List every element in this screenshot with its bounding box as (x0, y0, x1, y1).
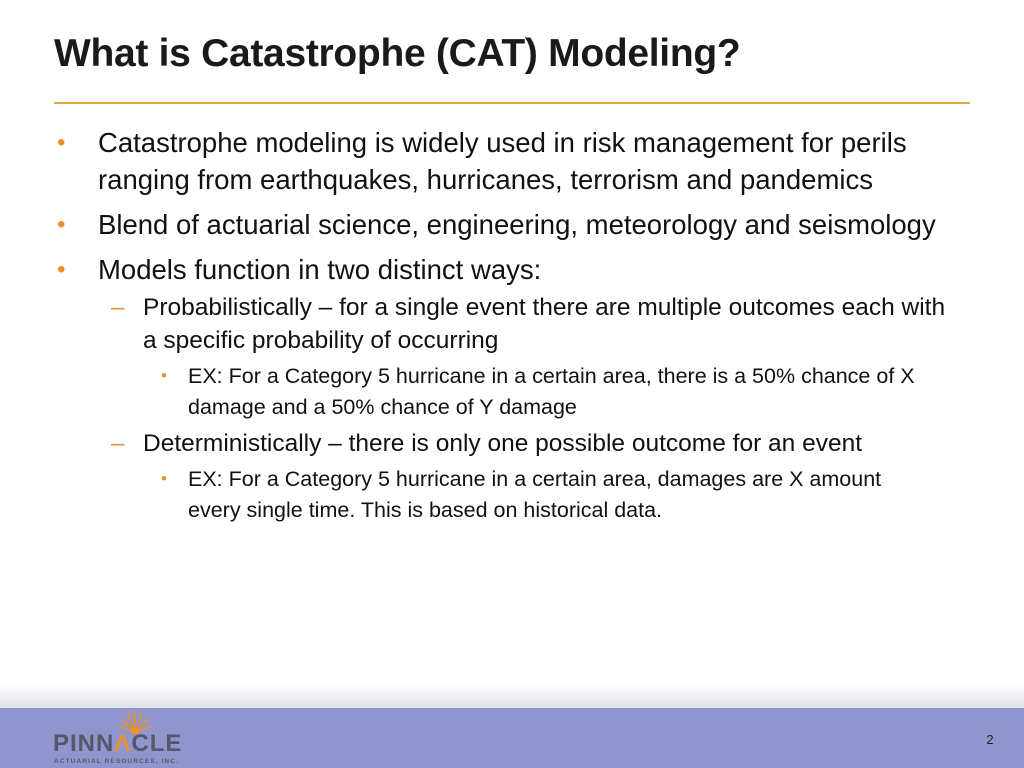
bullet-item (0, 124, 948, 198)
sub-bullet-text: Probabilistically – for a single event there are multiple outcomes each with a specific probability of occurring (143, 294, 946, 354)
bullet-marker: • (161, 366, 167, 385)
logo-subtitle: ACTUARIAL RESOURCES, INC. (54, 758, 179, 765)
example-item (0, 361, 928, 423)
bullet-list (0, 124, 1024, 530)
dash-marker: – (111, 294, 125, 321)
bullet-item (0, 251, 948, 288)
title-divider (54, 102, 970, 104)
sub-bullet-text: Deterministically – there is only one possible outcome for an event (143, 430, 863, 457)
bullet-marker: • (57, 256, 66, 283)
company-logo (53, 708, 193, 768)
dash-marker: – (111, 430, 125, 457)
bullet-text: Blend of actuarial science, engineering, meteorology and seismology (98, 209, 936, 240)
bullet-text: Catastrophe modeling is widely used in risk management for perils ranging from earthquakes, hurricanes, terrorism and pandemics (98, 127, 907, 195)
bullet-marker: • (57, 211, 66, 238)
logo-wordmark: PINNΛCLE (53, 730, 183, 757)
bullet-marker: • (57, 129, 66, 156)
slide-title: What is Catastrophe (CAT) Modeling? (54, 32, 741, 75)
footer-shadow (0, 684, 1024, 708)
bullet-text: Models function in two distinct ways: (98, 254, 542, 285)
example-item (0, 464, 928, 526)
sub-bullet-item (0, 427, 963, 460)
page-number: 2 (986, 732, 994, 747)
sub-bullet-item (0, 291, 963, 357)
example-text: EX: For a Category 5 hurricane in a certain area, damages are X amount every single time. This is based on historical data. (188, 467, 882, 522)
example-text: EX: For a Category 5 hurricane in a certain area, there is a 50% chance of X damage and a 50% chance of Y damage (188, 364, 915, 419)
bullet-marker: • (161, 469, 167, 488)
bullet-item (0, 206, 948, 243)
